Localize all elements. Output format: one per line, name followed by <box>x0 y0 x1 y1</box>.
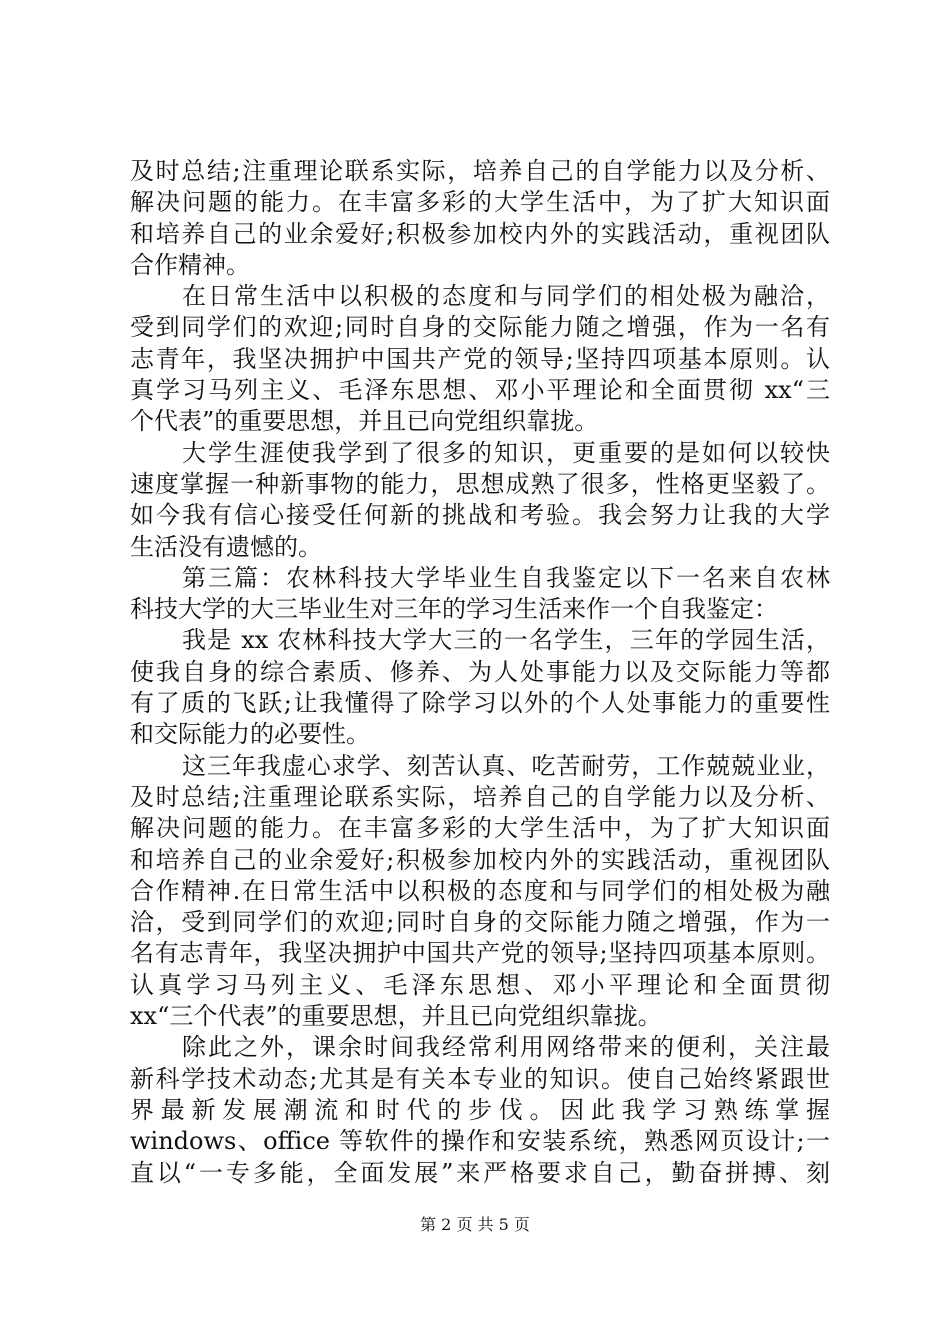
text-line: 速度掌握一种新事物的能力，思想成熟了很多，性格更坚毅了。 <box>130 469 830 498</box>
body-text <box>130 156 830 1189</box>
text-line: 解决问题的能力。在丰富多彩的大学生活中，为了扩大知识面 <box>130 814 830 843</box>
text-line: 生活没有遗憾的。 <box>130 532 322 561</box>
text-line: 个代表”的重要思想，并且已向党组织靠拢。 <box>130 407 599 436</box>
text-line: 解决问题的能力。在丰富多彩的大学生活中，为了扩大知识面 <box>130 188 830 217</box>
text-line: 新科学技术动态;尤其是有关本专业的知识。使自己始终紧跟世 <box>130 1064 830 1093</box>
text-line: 合作精神。 <box>130 250 250 279</box>
text-line: 使我自身的综合素质、修养、为人处事能力以及交际能力等都 <box>130 657 830 686</box>
text-line: 和培养自己的业余爱好;积极参加校内外的实践活动，重视团队 <box>130 219 830 248</box>
paragraph-start-line: 我是 xx 农林科技大学大三的一名学生，三年的学园生活， <box>182 626 830 655</box>
paragraph-start-line: 这三年我虚心求学、刻苦认真、吃苦耐劳，工作兢兢业业， <box>182 751 830 780</box>
paragraph-start-line: 除此之外，课余时间我经常利用网络带来的便利，关注最 <box>182 1033 830 1062</box>
text-line: 名有志青年，我坚决拥护中国共产党的领导;坚持四项基本原则。 <box>130 939 830 968</box>
text-line: 和培养自己的业余爱好;积极参加校内外的实践活动，重视团队 <box>130 845 830 874</box>
paragraph-start-line: 在日常生活中以积极的态度和与同学们的相处极为融洽， <box>182 282 830 311</box>
text-line: 受到同学们的欢迎;同时自身的交际能力随之增强，作为一名有 <box>130 313 830 342</box>
text-line: windows、office 等软件的操作和安装系统，熟悉网页设计;一 <box>130 1127 830 1156</box>
text-line: xx“三个代表”的重要思想，并且已向党组织靠拢。 <box>130 1002 662 1031</box>
text-line: 合作精神.在日常生活中以积极的态度和与同学们的相处极为融 <box>130 876 830 905</box>
text-line: 有了质的飞跃;让我懂得了除学习以外的个人处事能力的重要性 <box>130 689 830 718</box>
text-line: 及时总结;注重理论联系实际，培养自己的自学能力以及分析、 <box>130 782 830 811</box>
text-line: 真学习马列主义、毛泽东思想、邓小平理论和全面贯彻 xx“三 <box>130 376 830 405</box>
page-number: 第 2 页 共 5 页 <box>420 1215 530 1234</box>
text-line: 志青年，我坚决拥护中国共产党的领导;坚持四项基本原则。认 <box>130 344 830 373</box>
paragraph-start-line: 大学生涯使我学到了很多的知识，更重要的是如何以较快 <box>182 438 830 467</box>
text-line: 直以“一专多能，全面发展”来严格要求自己，勤奋拼搏、刻 <box>130 1158 830 1187</box>
text-line: 及时总结;注重理论联系实际，培养自己的自学能力以及分析、 <box>130 157 830 185</box>
text-line: 界最新发展潮流和时代的步伐。因此我学习熟练掌握 <box>130 1095 830 1124</box>
text-line: 科技大学的大三毕业生对三年的学习生活来作一个自我鉴定： <box>130 595 778 624</box>
text-line: 如今我有信心接受任何新的挑战和考验。我会努力让我的大学 <box>130 501 830 530</box>
section-heading-line: 第三篇：农林科技大学毕业生自我鉴定以下一名来自农林 <box>182 563 830 592</box>
text-line: 洽，受到同学们的欢迎;同时自身的交际能力随之增强，作为一 <box>130 908 830 937</box>
page-footer <box>0 1212 950 1235</box>
text-line: 认真学习马列主义、毛泽东思想、邓小平理论和全面贯彻 <box>130 970 830 999</box>
text-line: 和交际能力的必要性。 <box>130 720 370 749</box>
